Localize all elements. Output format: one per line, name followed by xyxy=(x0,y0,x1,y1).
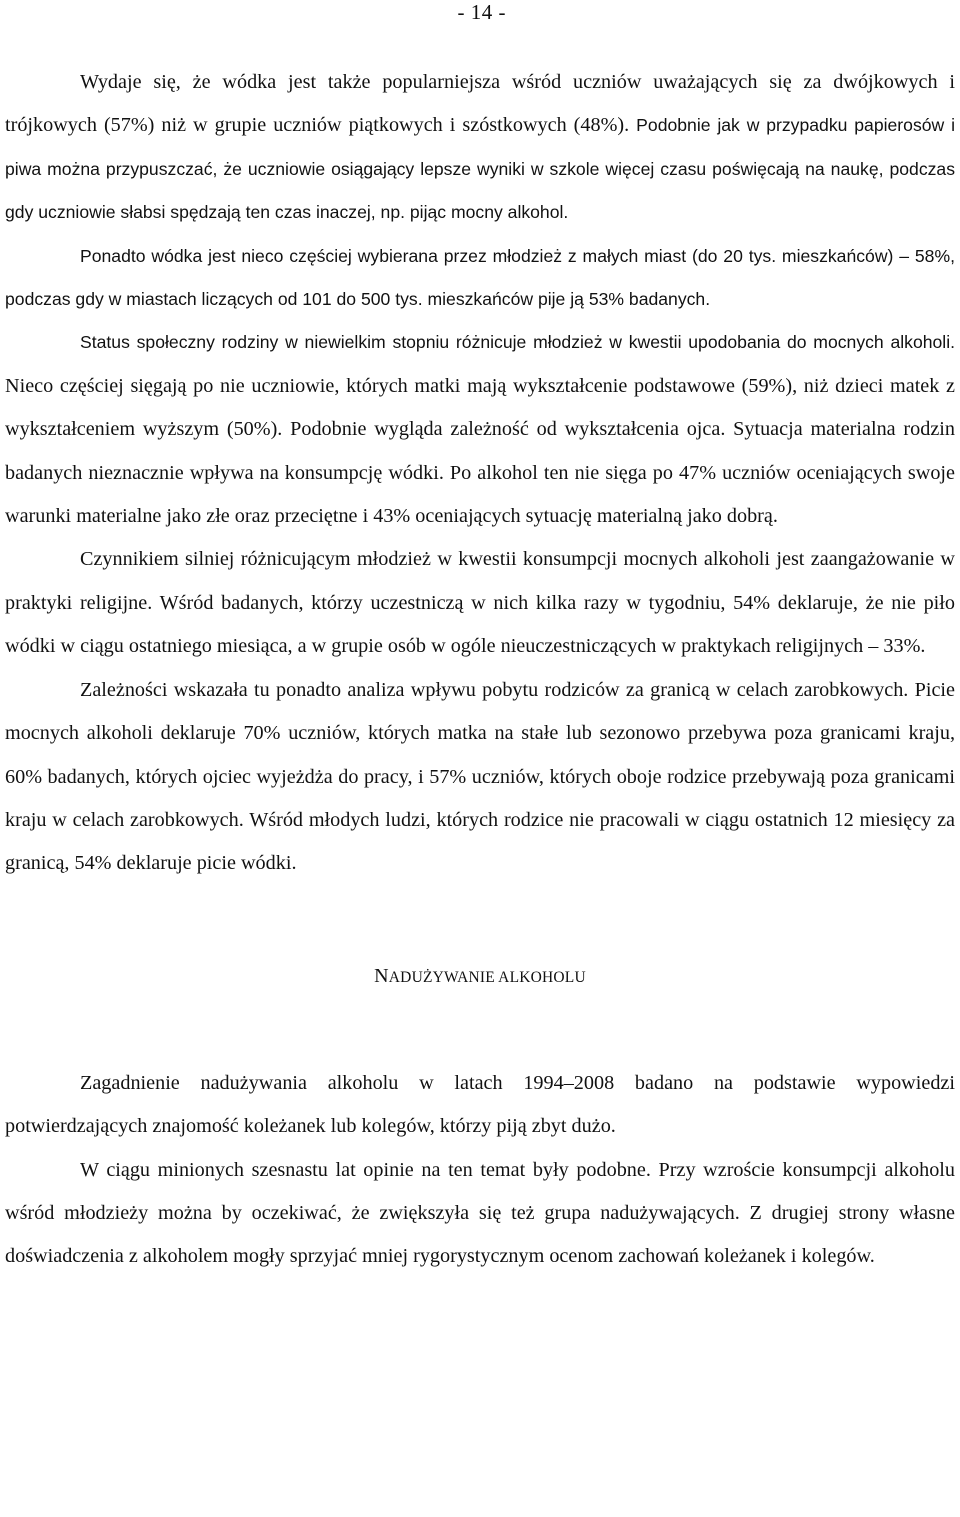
paragraph-text: Zależności wskazała tu ponadto analiza wpływu pobytu rodziców za granicą w celach zarobkowych. Picie mocnych alkoholi deklaruje 70% uczniów, których matka na stałe lub sezonowo przebywa poza granicami kraju, 60% badanych, których ojciec wyjeżdża do pracy, i 57% uczniów, których oboje rodzice przebywają poza granicami kraju w celach zarobkowych. Wśród młodych ludzi, których rodzice nie pracowali w ciągu ostatnich 12 miesięcy za granicą, 54% deklaruje picie wódki. xyxy=(5,678,955,875)
paragraph-vodka-school-grades xyxy=(5,61,955,235)
paragraph-vodka-town-size xyxy=(5,235,955,322)
paragraph-religious-practice xyxy=(5,538,955,668)
section-heading-block xyxy=(5,886,955,1062)
paragraph-text: Nieco częściej sięgają po nie uczniowie, których matki mają wykształcenie podstawowe (59%), niż dzieci matek z wykształceniem wyższym (50%). Podobnie wygląda zależność od wykształcenia ojca. Sytuacja materialna rodzin badanych nieznacznie wpływa na konsumpcję wódki. Po alkohol ten nie sięga po 47% uczniów oceniających swoje warunki materialne jako złe oraz przeciętne i 43% oceniających sytuację materialną jako dobrą. xyxy=(5,374,955,528)
paragraph-text: Ponadto wódka jest nieco częściej wybierana przez młodzież z małych miast (do 20 tys. mieszkańców) – 58%, podczas gdy w miastach liczących od 101 do 500 tys. mieszkańców pije ją 53% badanych. xyxy=(5,245,955,310)
paragraph-abuse-survey xyxy=(5,1062,955,1149)
paragraph-parents-abroad xyxy=(5,669,955,886)
paragraph-abuse-opinions xyxy=(5,1149,955,1279)
section-heading xyxy=(5,964,955,990)
paragraph-text: Status społeczny rodziny w niewielkim stopniu różnicuje młodzież w kwestii upodobania do mocnych alkoholi. xyxy=(80,332,955,353)
paragraph-text: Podobnie jak w przypadku papierosów i piwa można przypuszczać, że uczniowie osiągający lepsze wyniki w szkole więcej czasu poświęcają na naukę, podczas gdy uczniowie słabsi spędzają ten czas inaczej, np. pijąc mocny alkohol. xyxy=(5,115,955,223)
section-heading-rest: ADUŻYWANIE ALKOHOLU xyxy=(388,968,586,986)
document-body xyxy=(5,61,955,1279)
page-number: - 14 - xyxy=(457,0,506,24)
paragraph-social-status xyxy=(5,321,955,538)
paragraph-text: Zagadnienie nadużywania alkoholu w latach 1994–2008 badano na podstawie wypowiedzi potwierdzających znajomość koleżanek lub kolegów, którzy piją zbyt dużo. xyxy=(5,1071,955,1138)
paragraph-text: Czynnikiem silniej różnicującym młodzież w kwestii konsumpcji mocnych alkoholi jest zaangażowanie w praktyki religijne. Wśród badanych, którzy uczestniczą w nich kilka razy w tygodniu, 54% deklaruje, że nie piło wódki w ciągu ostatniego miesiąca, a w grupie osób w ogóle nieuczestniczących w praktykach religijnych – 33%. xyxy=(5,548,955,658)
paragraph-text: Wydaje się, że wódka jest także popularniejsza wśród uczniów uważających się za dwójkowych i trójkowych (57%) niż w grupie uczniów piątkowych i szóstkowych (48%). xyxy=(5,71,955,137)
paragraph-text: W ciągu minionych szesnastu lat opinie na ten temat były podobne. Przy wzroście konsumpcji alkoholu wśród młodzieży można by oczekiwać, że zwiększyła się też grupa nadużywających. Z drugiej strony własne doświadczenia z alkoholem mogły sprzyjać mniej rygorystycznym ocenom zachowań koleżanek i kolegów. xyxy=(5,1158,955,1268)
section-heading-initial: N xyxy=(374,964,389,987)
